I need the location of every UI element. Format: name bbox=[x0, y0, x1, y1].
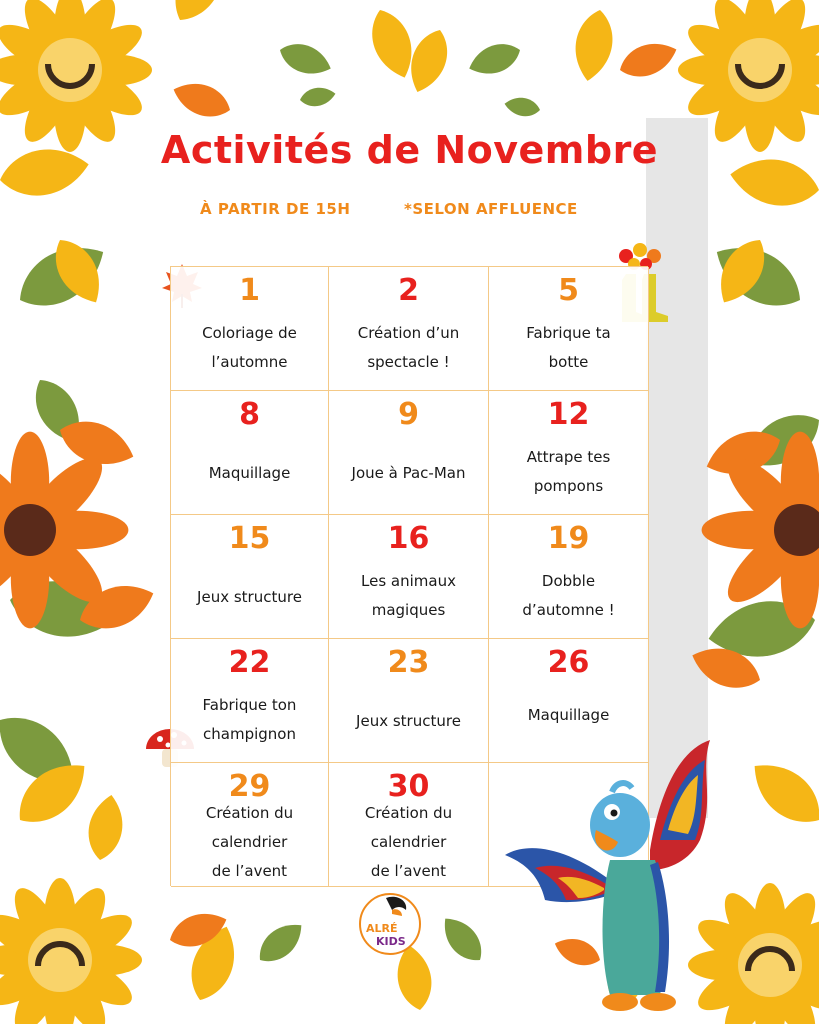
calendar-cell-12 bbox=[489, 391, 649, 515]
activity-label: Jeux structure bbox=[197, 588, 302, 606]
activity-label: Dobble d’automne ! bbox=[522, 572, 615, 619]
calendar-day: 12 bbox=[547, 397, 590, 432]
calendar-day: 23 bbox=[387, 645, 430, 680]
activity-label: Attrape tes pompons bbox=[526, 448, 611, 495]
calendar-cell-15 bbox=[171, 515, 329, 639]
calendar-day: 16 bbox=[387, 521, 430, 556]
calendar-cell-8 bbox=[171, 391, 329, 515]
attendance-note: *SELON AFFLUENCE bbox=[404, 200, 578, 218]
start-time-note: À PARTIR DE 15H bbox=[200, 200, 351, 218]
calendar-day: 19 bbox=[547, 521, 590, 556]
calendar-day: 29 bbox=[228, 769, 271, 804]
top-leaves-decoration bbox=[163, 0, 681, 124]
logo-text-bottom: KIDS bbox=[376, 935, 406, 948]
calendar-cell-22 bbox=[171, 639, 329, 763]
alre-kids-logo bbox=[356, 890, 424, 958]
activity-label: Création d’un spectacle ! bbox=[357, 324, 460, 371]
calendar-cell-19 bbox=[489, 515, 649, 639]
activity-label: Création du calendrier de l’avent bbox=[364, 804, 453, 880]
calendar-cell-30 bbox=[329, 763, 489, 887]
activity-label: Fabrique ton champignon bbox=[202, 696, 297, 743]
activity-label: Joue à Pac-Man bbox=[351, 464, 466, 482]
left-leaves-decoration bbox=[0, 142, 160, 863]
calendar-day: 8 bbox=[239, 397, 260, 432]
calendar-day: 30 bbox=[387, 769, 430, 804]
activity-label: Maquillage bbox=[208, 464, 291, 482]
activity-label: Fabrique ta botte bbox=[526, 324, 611, 371]
activity-label: Les animaux magiques bbox=[361, 572, 456, 619]
activity-label: Coloriage de l’automne bbox=[202, 324, 297, 371]
logo-text-top: ALRÉ bbox=[366, 922, 398, 935]
activity-label: Création du calendrier de l’avent bbox=[205, 804, 294, 880]
calendar-day: 1 bbox=[239, 273, 260, 308]
calendar-day: 22 bbox=[228, 645, 271, 680]
calendar-day: 9 bbox=[398, 397, 419, 432]
calendar-day: 2 bbox=[398, 273, 419, 308]
calendar-cell-16 bbox=[329, 515, 489, 639]
calendar-cell-9 bbox=[329, 391, 489, 515]
calendar-cell-23 bbox=[329, 639, 489, 763]
calendar-cell-1 bbox=[171, 267, 329, 391]
parrot-mascot-icon bbox=[500, 730, 740, 1020]
sunflower-bottom-left-icon bbox=[0, 878, 142, 1024]
calendar-day: 26 bbox=[547, 645, 590, 680]
calendar-day: 5 bbox=[558, 273, 579, 308]
calendar-day: 15 bbox=[228, 521, 271, 556]
calendar-cell-29 bbox=[171, 763, 329, 887]
activity-label: Jeux structure bbox=[356, 712, 461, 730]
activity-label: Maquillage bbox=[527, 706, 610, 724]
calendar-cell-5 bbox=[489, 267, 649, 391]
calendar-cell-2 bbox=[329, 267, 489, 391]
page-title: Activités de Novembre bbox=[160, 128, 659, 172]
